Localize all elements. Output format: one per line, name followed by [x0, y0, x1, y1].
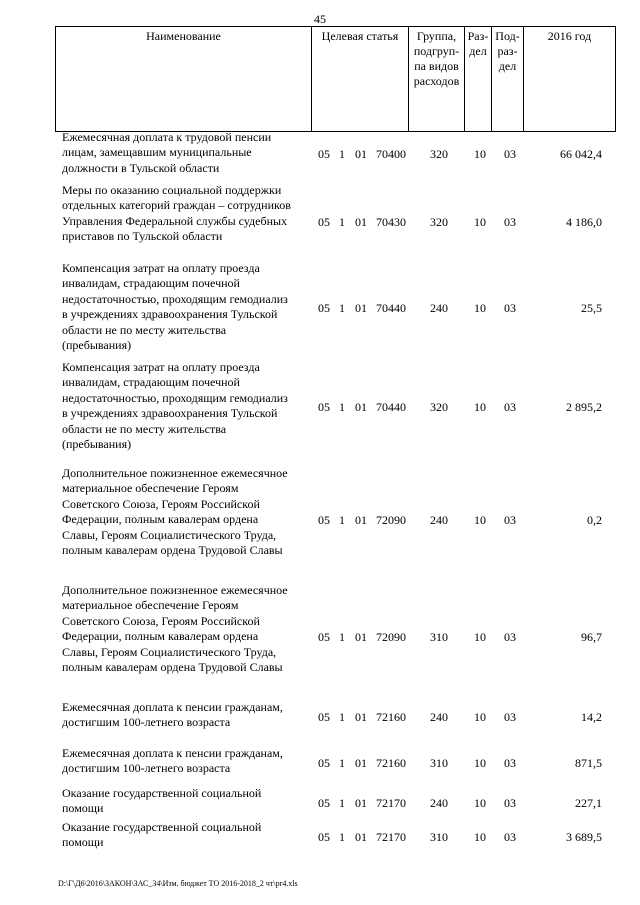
row-p1: 05 [318, 830, 330, 844]
row-section: 10 [474, 630, 486, 644]
row-subsection: 03 [504, 400, 516, 414]
row-p2: 1 [339, 147, 345, 161]
row-p3: 01 [355, 630, 367, 644]
row-amount: 96,7 [581, 630, 602, 644]
row-group: 310 [430, 630, 448, 644]
row-p1: 05 [318, 400, 330, 414]
row-p3: 01 [355, 215, 367, 229]
row-p4: 72090 [376, 513, 406, 527]
header-group: Группа, подгруп- па видов расходов [409, 27, 465, 132]
row-p3: 01 [355, 796, 367, 810]
row-p4: 72170 [376, 830, 406, 844]
row-subsection: 03 [504, 215, 516, 229]
header-subsection: Под- раз- дел [492, 27, 524, 132]
row-name: Ежемесячная доплата к пенсии гражданам, достигшим 100-летнего возраста [62, 746, 283, 776]
row-p3: 01 [355, 710, 367, 724]
row-p2: 1 [339, 630, 345, 644]
row-section: 10 [474, 400, 486, 414]
row-group: 320 [430, 400, 448, 414]
row-group: 240 [430, 710, 448, 724]
table-header [55, 26, 616, 132]
row-p4: 72160 [376, 756, 406, 770]
row-name: Ежемесячная доплата к трудовой пенсии лицам, замещавшим муниципальные должности в Тульской области [62, 130, 272, 175]
row-name: Ежемесячная доплата к пенсии гражданам, достигшим 100-летнего возраста [62, 700, 283, 730]
row-p1: 05 [318, 301, 330, 315]
row-group: 240 [430, 301, 448, 315]
row-p4: 72090 [376, 630, 406, 644]
row-name: Дополнительное пожизненное ежемесячное материальное обеспечение Героям Советского Союза, Героям Российской Федерации, полным кавалерам ордена Славы, Героям Социалистического Труда, полным кавалерам ордена Трудовой Славы [62, 583, 288, 675]
row-p1: 05 [318, 215, 330, 229]
row-section: 10 [474, 830, 486, 844]
file-path-footer: D:\Г\Д6\2016\ЗАКОН\ЗАС_34\Изм. бюджет ТО 2016-2018_2 чт\pr4.xls [58, 879, 298, 888]
row-p4: 70400 [376, 147, 406, 161]
row-p1: 05 [318, 147, 330, 161]
row-p2: 1 [339, 710, 345, 724]
row-section: 10 [474, 147, 486, 161]
row-p2: 1 [339, 830, 345, 844]
row-subsection: 03 [504, 756, 516, 770]
header-target: Целевая статья [312, 27, 409, 132]
row-name: Меры по оказанию социальной поддержки отдельных категорий граждан – сотрудников Управления Федеральной службы судебных приставов по Тульской области [62, 183, 291, 244]
row-name: Оказание государственной социальной помощи [62, 820, 262, 850]
header-section: Раз- дел [465, 27, 492, 132]
row-subsection: 03 [504, 710, 516, 724]
row-amount: 0,2 [587, 513, 602, 527]
row-p2: 1 [339, 215, 345, 229]
row-p1: 05 [318, 796, 330, 810]
row-group: 320 [430, 215, 448, 229]
row-subsection: 03 [504, 796, 516, 810]
row-amount: 3 689,5 [566, 830, 602, 844]
row-subsection: 03 [504, 830, 516, 844]
row-amount: 871,5 [575, 756, 602, 770]
row-p3: 01 [355, 830, 367, 844]
header-name: Наименование [56, 27, 312, 132]
row-p1: 05 [318, 756, 330, 770]
header-year: 2016 год [524, 27, 616, 132]
row-p3: 01 [355, 301, 367, 315]
row-group: 240 [430, 796, 448, 810]
row-name: Компенсация затрат на оплату проезда инвалидам, страдающим почечной недостаточностью, проходящим гемодиализ в учреждениях здравоохранения Тульской области не по месту жительства (пребывания) [62, 360, 288, 452]
row-amount: 14,2 [581, 710, 602, 724]
row-section: 10 [474, 796, 486, 810]
row-section: 10 [474, 215, 486, 229]
row-p2: 1 [339, 400, 345, 414]
row-amount: 2 895,2 [566, 400, 602, 414]
row-amount: 66 042,4 [560, 147, 602, 161]
row-p4: 72170 [376, 796, 406, 810]
row-p3: 01 [355, 400, 367, 414]
row-p4: 70430 [376, 215, 406, 229]
row-subsection: 03 [504, 630, 516, 644]
row-group: 310 [430, 756, 448, 770]
row-p2: 1 [339, 796, 345, 810]
page-number: 45 [314, 12, 326, 26]
row-name: Дополнительное пожизненное ежемесячное материальное обеспечение Героям Советского Союза, Героям Российской Федерации, полным кавалерам ордена Славы, Героям Социалистического Труда, полным кавалерам ордена Трудовой Славы [62, 466, 288, 558]
row-name: Компенсация затрат на оплату проезда инвалидам, страдающим почечной недостаточностью, проходящим гемодиализ в учреждениях здравоохранения Тульской области не по месту жительства (пребывания) [62, 261, 288, 353]
row-p3: 01 [355, 147, 367, 161]
row-group: 320 [430, 147, 448, 161]
row-subsection: 03 [504, 147, 516, 161]
row-name: Оказание государственной социальной помощи [62, 786, 262, 816]
row-section: 10 [474, 756, 486, 770]
row-p3: 01 [355, 756, 367, 770]
row-p2: 1 [339, 301, 345, 315]
row-section: 10 [474, 513, 486, 527]
row-group: 240 [430, 513, 448, 527]
row-p1: 05 [318, 513, 330, 527]
row-subsection: 03 [504, 301, 516, 315]
row-amount: 25,5 [581, 301, 602, 315]
row-p2: 1 [339, 513, 345, 527]
row-amount: 227,1 [575, 796, 602, 810]
row-subsection: 03 [504, 513, 516, 527]
row-p1: 05 [318, 630, 330, 644]
row-p1: 05 [318, 710, 330, 724]
row-p4: 70440 [376, 400, 406, 414]
row-p3: 01 [355, 513, 367, 527]
row-p2: 1 [339, 756, 345, 770]
row-section: 10 [474, 301, 486, 315]
row-amount: 4 186,0 [566, 215, 602, 229]
row-p4: 70440 [376, 301, 406, 315]
row-section: 10 [474, 710, 486, 724]
row-p4: 72160 [376, 710, 406, 724]
row-group: 310 [430, 830, 448, 844]
